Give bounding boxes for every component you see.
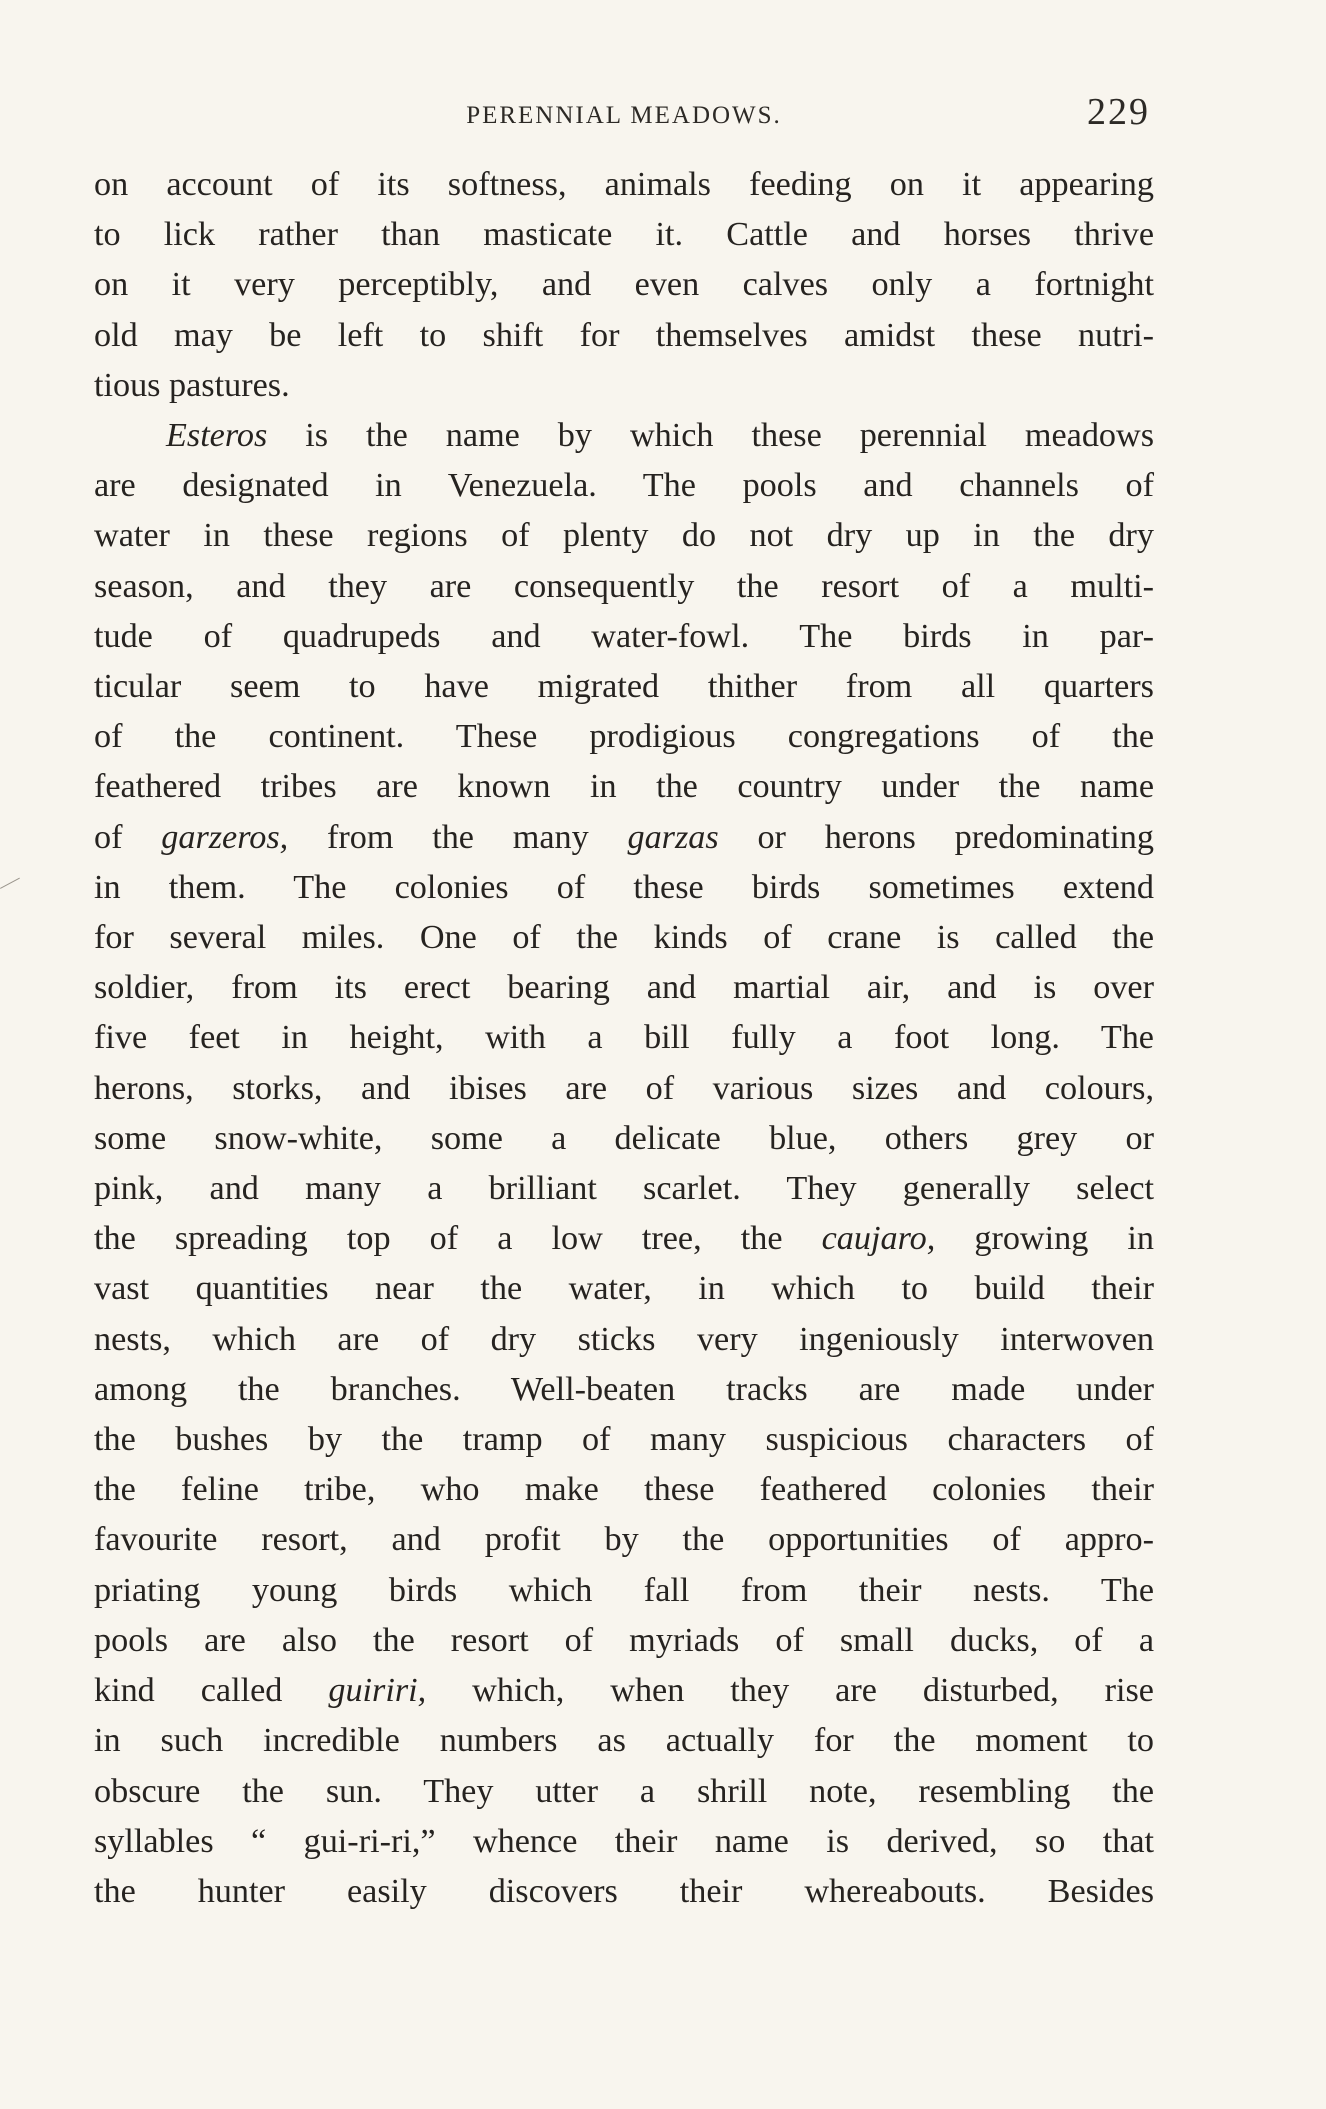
text-line [94, 1315, 1154, 1365]
text-run: obscure the sun. They utter a shrill note, resembling the [94, 1772, 1154, 1810]
text-line [94, 612, 1154, 662]
text-line [94, 813, 1154, 863]
text-run: for several miles. One of the kinds of crane is called the [94, 919, 1154, 957]
text-run: on account of its softness, animals feeding on it appearing [94, 166, 1154, 203]
text-run: in such incredible numbers as actually for the moment to [94, 1722, 1154, 1760]
text-run: on it very perceptibly, and even calves only a fortnight [94, 266, 1154, 304]
text-line [94, 1767, 1154, 1817]
text-run: old may be left to shift for themselves amidst these nutri- [94, 316, 1154, 354]
text-run: the bushes by the tramp of many suspicious characters of [94, 1421, 1154, 1459]
text-run: the spreading top of a low tree, the [94, 1220, 822, 1258]
text-run: or herons predominating [718, 818, 1154, 856]
text-run: of [94, 818, 162, 856]
text-line [94, 1616, 1154, 1666]
italic-term: garzas [627, 818, 719, 856]
text-line [94, 311, 1154, 361]
text-line [94, 1264, 1154, 1314]
italic-term: guiriri, [328, 1672, 427, 1710]
text-run: tude of quadrupeds and water-fowl. The birds in par- [94, 617, 1154, 655]
text-line [94, 1465, 1154, 1515]
text-run: priating young birds which fall from their nests. The [94, 1571, 1154, 1609]
text-line [94, 1566, 1154, 1616]
margin-pencil-mark [0, 878, 20, 889]
text-line [94, 1064, 1154, 1114]
text-line [94, 1214, 1154, 1264]
text-line [94, 1415, 1154, 1465]
text-run: feathered tribes are known in the country under the name [94, 768, 1154, 806]
text-run: among the branches. Well-beaten tracks are made under [94, 1370, 1154, 1408]
text-line [94, 762, 1154, 812]
paragraph [94, 160, 1154, 411]
text-line [94, 511, 1154, 561]
book-page [94, 88, 1154, 1917]
text-run: herons, storks, and ibises are of various sizes and colours, [94, 1069, 1154, 1107]
text-run: water in these regions of plenty do not dry up in the dry [94, 517, 1154, 555]
text-run: kind called [94, 1672, 329, 1710]
paragraph [94, 411, 1154, 1917]
italic-term: garzeros, [161, 818, 289, 856]
text-run: which, when they are disturbed, rise [426, 1672, 1154, 1710]
text-line [94, 1666, 1154, 1716]
text-run: favourite resort, and profit by the opportunities of appro- [94, 1521, 1154, 1559]
text-line [94, 260, 1154, 310]
text-line [94, 160, 1154, 210]
text-run: are designated in Venezuela. The pools and channels of [94, 467, 1154, 505]
text-run: from the many [288, 818, 628, 856]
text-run: some snow-white, some a delicate blue, others grey or [94, 1119, 1154, 1157]
text-line [94, 1365, 1154, 1415]
text-line [94, 411, 1154, 461]
text-run: season, and they are consequently the resort of a multi- [94, 567, 1154, 605]
text-run: to lick rather than masticate it. Cattle and horses thrive [94, 216, 1154, 254]
text-run: soldier, from its erect bearing and martial air, and is over [94, 969, 1154, 1007]
text-run: ticular seem to have migrated thither from all quarters [94, 668, 1154, 706]
text-line [94, 1817, 1154, 1867]
italic-term: Esteros [166, 417, 268, 455]
text-run: nests, which are of dry sticks very ingeniously interwoven [94, 1320, 1154, 1358]
text-run: growing in [935, 1220, 1154, 1258]
text-run: the feline tribe, who make these feathered colonies their [94, 1471, 1154, 1509]
text-run: pink, and many a brilliant scarlet. They generally select [94, 1170, 1154, 1208]
text-line [94, 1164, 1154, 1214]
text-line [94, 1114, 1154, 1164]
text-run: of the continent. These prodigious congregations of the [94, 718, 1154, 756]
text-line [94, 1515, 1154, 1565]
text-run: tious pastures. [94, 366, 290, 404]
italic-term: caujaro, [821, 1220, 936, 1258]
text-run: vast quantities near the water, in which to build their [94, 1270, 1154, 1308]
text-line [94, 863, 1154, 913]
text-line [94, 1716, 1154, 1766]
page-number: 229 [1087, 91, 1150, 133]
body-text [94, 160, 1154, 1917]
text-line [94, 712, 1154, 762]
text-line [94, 562, 1154, 612]
text-run: in them. The colonies of these birds sometimes extend [94, 868, 1154, 906]
text-line [94, 210, 1154, 260]
text-line [94, 1013, 1154, 1063]
text-line [94, 461, 1154, 511]
text-run: five feet in height, with a bill fully a foot long. The [94, 1019, 1154, 1057]
running-head [94, 88, 1154, 146]
text-run: is the name by which these perennial meadows [267, 417, 1154, 455]
text-line [94, 361, 1154, 411]
text-line [94, 1867, 1154, 1917]
text-line [94, 913, 1154, 963]
text-run: the hunter easily discovers their whereabouts. Besides [94, 1872, 1154, 1910]
text-line [94, 662, 1154, 712]
text-run: syllables “ gui-ri-ri,” whence their name is derived, so that [94, 1822, 1154, 1860]
text-run: pools are also the resort of myriads of small ducks, of a [94, 1621, 1154, 1659]
running-title: PERENNIAL MEADOWS. [466, 102, 782, 129]
text-line [94, 963, 1154, 1013]
